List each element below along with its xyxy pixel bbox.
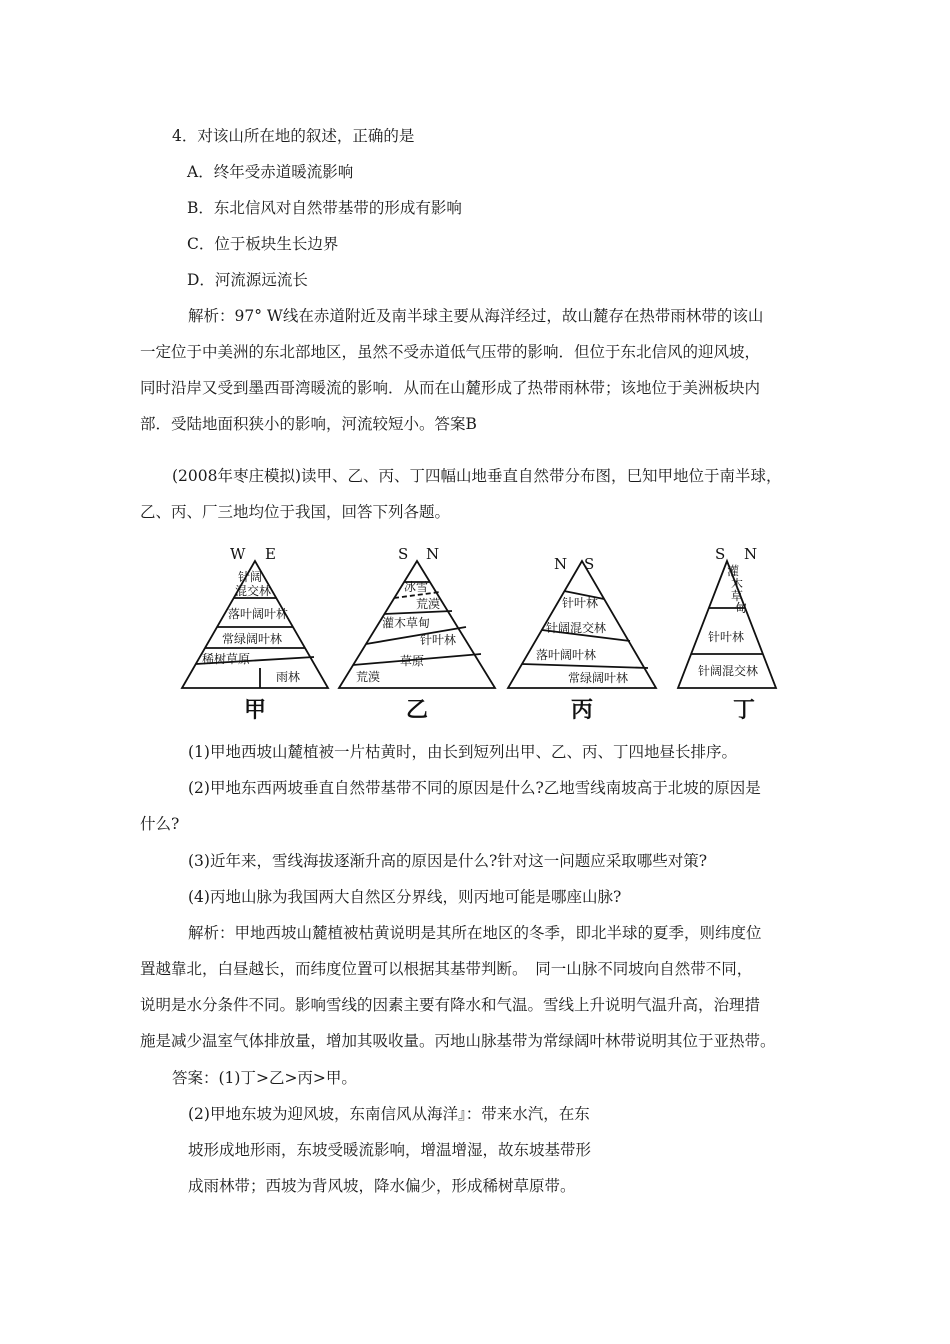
bing-zone-1: 针叶林 — [562, 596, 599, 610]
ding-dir-right: N — [744, 545, 758, 563]
analysis2-line-1: 解析：甲地西坡山麓植被枯黄说明是其所在地区的冬季，即北半球的夏季，则纬度位 — [188, 924, 762, 942]
ding-zone-3: 针阔混交林 — [698, 664, 759, 678]
question-line-3: 什么? — [140, 815, 180, 833]
option-a: A．终年受赤道暖流影响 — [187, 163, 354, 181]
yi-dir-right: N — [426, 545, 440, 563]
bing-caption: 丙 — [571, 697, 594, 723]
intro-line-1: (2008年枣庄模拟)读甲、乙、丙、丁四幅山地垂直自然带分布图，巳知甲地位于南半球， — [172, 467, 782, 485]
jia-zone-1: 针阔 — [238, 570, 263, 584]
ding-zone-1d: 甸 — [735, 601, 748, 615]
jia-dir-left: W — [230, 545, 246, 563]
yi-zone-5: 草原 — [400, 654, 425, 668]
option-c: C．位于板块生长边界 — [187, 235, 339, 253]
question-4-stem: 4．对该山所在地的叙述，正确的是 — [172, 127, 415, 145]
bing-dir-right: S — [584, 555, 595, 573]
option-b: B．东北信风对自然带基带的形成有影响 — [187, 199, 462, 217]
ding-zone-2: 针叶林 — [708, 630, 745, 644]
ding-zone-1a: 灌 — [727, 564, 740, 578]
question-line-5: (4)丙地山脉为我国两大自然区分界线，则丙地可能是哪座山脉? — [188, 888, 622, 906]
jia-zone-4: 常绿阔叶林 — [222, 632, 283, 646]
ding-dir-left: S — [715, 545, 726, 563]
ding-zone-1c: 草 — [731, 589, 744, 603]
yi-zone-3: 灌木草甸 — [382, 616, 431, 630]
analysis2-line-3: 说明是水分条件不同。影响雪线的因素主要有降水和气温。雪线上升说明气温升高，治理措 — [140, 996, 761, 1014]
jia-zone-6: 雨林 — [276, 670, 301, 684]
yi-dir-left: S — [398, 545, 409, 563]
question-line-2: (2)甲地东西两坡垂直自然带基带不同的原因是什么?乙地雪线南坡高于北坡的原因是 — [188, 779, 761, 797]
vertical-zone-figure — [170, 545, 810, 730]
yi-zone-6: 荒漠 — [356, 670, 381, 684]
analysis2-line-4: 施是减少温室气体排放量，增加其吸收量。丙地山脉基带为常绿阔叶林带说明其位于亚热带。 — [140, 1032, 776, 1050]
bing-zone-3: 落叶阔叶林 — [536, 648, 597, 662]
jia-zone-3: 落叶阔叶林 — [228, 607, 289, 621]
yi-zone-1: 冰雪 — [404, 580, 429, 594]
analysis-line-2: 一定位于中美洲的东北部地区，虽然不受赤道低气压带的影响．但位于东北信风的迎风坡， — [140, 343, 761, 361]
jia-dir-right: E — [265, 545, 276, 563]
yi-zone-2: 荒漠 — [416, 597, 441, 611]
analysis-line-3: 同时沿岸又受到墨西哥湾暖流的影响．从而在山麓形成了热带雨林带；该地位于美洲板块内 — [140, 379, 761, 397]
answer-line-3: 坡形成地形雨，东坡受暖流影响，增温增湿，故东坡基带形 — [188, 1141, 592, 1159]
analysis2-line-2: 置越靠北，白昼越长，而纬度位置可以根据其基带判断。 同一山脉不同坡向自然带不同， — [140, 960, 753, 978]
bing-zone-2: 针阔混交林 — [546, 621, 607, 635]
question-line-4: (3)近年来，雪线海拔逐渐升高的原因是什么?针对这一问题应采取哪些对策? — [188, 852, 708, 870]
yi-zone-4: 针叶林 — [420, 633, 457, 647]
ding-caption: 丁 — [733, 697, 756, 723]
yi-caption: 乙 — [406, 697, 429, 723]
jia-zone-2: 混交林 — [235, 584, 272, 598]
ding-zone-1b: 木 — [731, 577, 744, 591]
answer-line-1: 答案：(1)丁>乙>丙>甲。 — [172, 1069, 357, 1087]
bing-dir-left: N — [554, 555, 568, 573]
answer-line-4: 成雨林带；西坡为背风坡，降水偏少，形成稀树草原带。 — [188, 1177, 576, 1195]
bing-zone-4: 常绿阔叶林 — [568, 671, 629, 685]
question-line-1: (1)甲地西坡山麓植被一片枯黄时，由长到短列出甲、乙、丙、丁四地昼长排序。 — [188, 743, 737, 761]
jia-caption: 甲 — [244, 697, 267, 723]
jia-zone-5: 稀树草原 — [202, 652, 251, 666]
intro-line-2: 乙、丙、厂三地均位于我国，回答下列各题。 — [140, 503, 451, 521]
analysis-line-4: 部．受陆地面积狭小的影响，河流较短小。答案B — [140, 415, 477, 433]
mountain-diagrams-svg — [170, 545, 810, 730]
option-d: D．河流源远流长 — [187, 271, 308, 289]
answer-line-2: (2)甲地东坡为迎风坡，东南信风从海洋』：带来水汽，在东 — [188, 1105, 590, 1123]
analysis-line-1: 解析：97° W线在赤道附近及南半球主要从海洋经过，故山麓存在热带雨林带的该山 — [188, 307, 764, 325]
